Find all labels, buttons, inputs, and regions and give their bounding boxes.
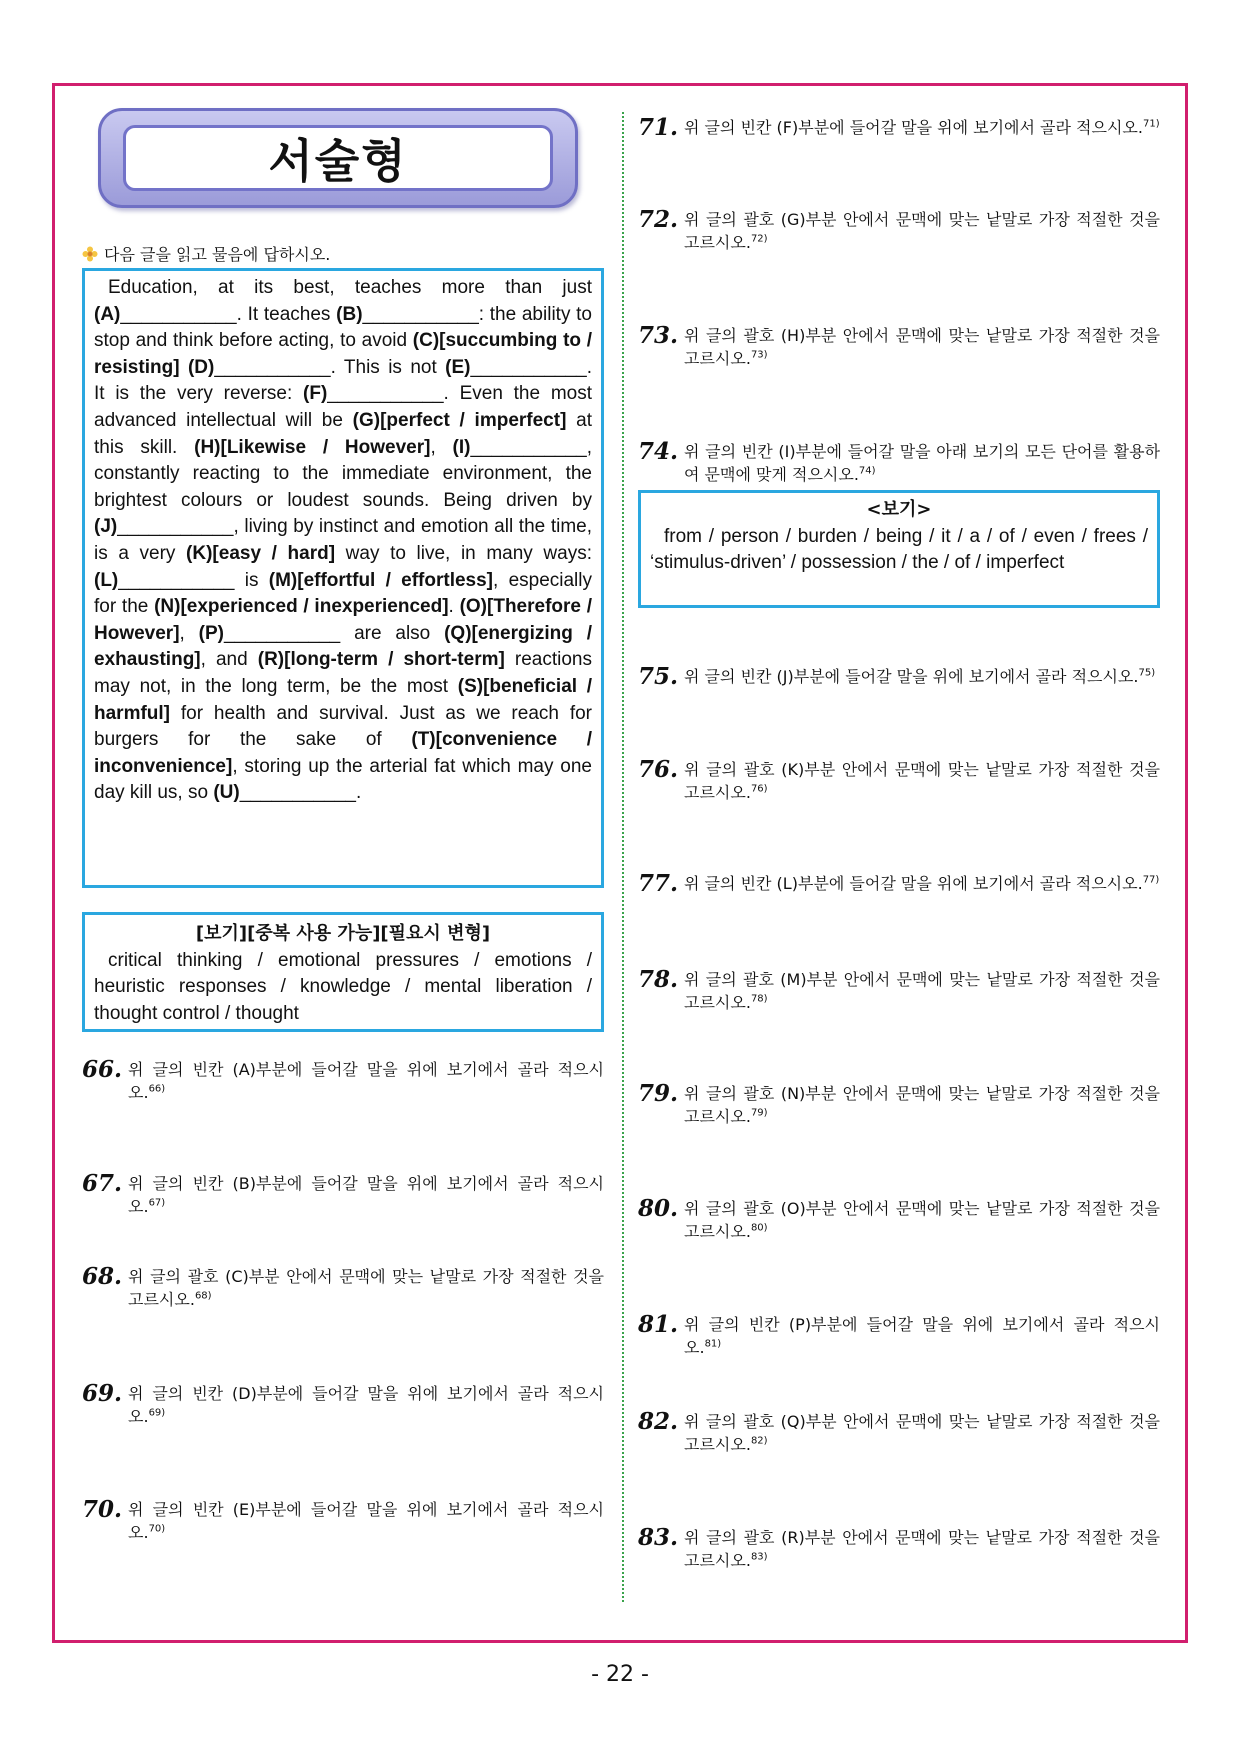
question-prompt: 위 글의 빈칸 (L)부분에 들어갈 말을 위에 보기에서 골라 적으시오. bbox=[684, 874, 1143, 893]
passage-segment: , and bbox=[200, 649, 258, 671]
passage-marker: (R)[long-term / short-term] bbox=[257, 649, 505, 671]
question-prompt: 위 글의 빈칸 (E)부분에 들어갈 말을 위에 보기에서 골라 적으시오. bbox=[128, 1500, 604, 1542]
answer-reference: 77) bbox=[1142, 874, 1160, 886]
question-78 bbox=[638, 968, 1160, 1014]
question-69 bbox=[82, 1382, 604, 1428]
question-82 bbox=[638, 1410, 1160, 1456]
question-text bbox=[684, 440, 1160, 486]
question-prompt: 위 글의 괄호 (H)부분 안에서 문맥에 맞는 낱말로 가장 적절한 것을 고르시오. bbox=[684, 326, 1160, 368]
passage-marker: (J) bbox=[94, 516, 118, 538]
passage-marker: (C)[succumbing to / resisting] bbox=[94, 330, 592, 378]
answer-reference: 74) bbox=[858, 465, 876, 477]
question-text bbox=[128, 1265, 604, 1311]
passage-segment: reactions may not, in the long term, be the most bbox=[94, 649, 592, 697]
passage-segment: , bbox=[179, 622, 199, 644]
question-67 bbox=[82, 1172, 604, 1218]
question-72 bbox=[638, 208, 1160, 254]
question-text bbox=[684, 872, 1160, 895]
question-74 bbox=[638, 440, 1160, 486]
passage-segment: way to live, in many ways: bbox=[335, 542, 592, 564]
answer-reference: 72) bbox=[750, 233, 768, 245]
section-title: 서술형 bbox=[268, 134, 408, 188]
question-prompt: 위 글의 괄호 (M)부분 안에서 문맥에 맞는 낱말로 가장 적절한 것을 고르시오. bbox=[684, 970, 1160, 1012]
question-prompt: 위 글의 빈칸 (F)부분에 들어갈 말을 위에 보기에서 골라 적으시오. bbox=[684, 118, 1143, 137]
passage-marker: (H)[Likewise / However] bbox=[194, 436, 431, 458]
passage-segment: ___________. bbox=[239, 782, 362, 804]
question-prompt: 위 글의 괄호 (C)부분 안에서 문맥에 맞는 낱말로 가장 적절한 것을 고르시오. bbox=[128, 1267, 604, 1309]
question-prompt: 위 글의 빈칸 (B)부분에 들어갈 말을 위에 보기에서 골라 적으시오. bbox=[128, 1174, 604, 1216]
question-text bbox=[684, 1082, 1160, 1128]
question-text bbox=[684, 324, 1160, 370]
question-prompt: 위 글의 빈칸 (A)부분에 들어갈 말을 위에 보기에서 골라 적으시오. bbox=[128, 1060, 604, 1102]
answer-reference: 82) bbox=[750, 1435, 768, 1447]
passage-segment: ___________. It teaches bbox=[120, 303, 337, 325]
question-80 bbox=[638, 1197, 1160, 1243]
question-number: 67. bbox=[82, 1170, 123, 1197]
passage-segment: ___________ is bbox=[118, 569, 269, 591]
question-number: 82. bbox=[638, 1408, 679, 1435]
passage-marker: (A) bbox=[94, 303, 121, 325]
question-prompt: 위 글의 빈칸 (D)부분에 들어갈 말을 위에 보기에서 골라 적으시오. bbox=[128, 1384, 604, 1426]
question-76 bbox=[638, 758, 1160, 804]
question-number: 66. bbox=[82, 1056, 123, 1083]
question-text bbox=[684, 1526, 1160, 1572]
question-prompt: 위 글의 괄호 (N)부분 안에서 문맥에 맞는 낱말로 가장 적절한 것을 고르시오. bbox=[684, 1084, 1160, 1126]
passage-segment: ___________. It is the very reverse: bbox=[94, 356, 592, 405]
question-70 bbox=[82, 1498, 604, 1544]
question-prompt: 위 글의 빈칸 (J)부분에 들어갈 말을 위에 보기에서 골라 적으시오. bbox=[684, 667, 1139, 686]
question-text bbox=[128, 1498, 604, 1544]
passage-marker: (I) bbox=[452, 436, 471, 458]
column-divider bbox=[622, 112, 624, 1602]
question-number: 70. bbox=[82, 1496, 123, 1523]
question-81 bbox=[638, 1313, 1160, 1359]
question-number: 76. bbox=[638, 756, 679, 783]
passage-marker: (L) bbox=[94, 569, 119, 591]
question-number: 83. bbox=[638, 1524, 679, 1551]
passage-segment: ___________, constantly reacting to the immediate environment, the brightest colours or loudest sounds. Being driven by bbox=[94, 436, 592, 511]
passage-marker: (B) bbox=[336, 303, 363, 325]
question-number: 75. bbox=[638, 663, 679, 690]
question-text bbox=[128, 1382, 604, 1428]
question-number: 80. bbox=[638, 1195, 679, 1222]
question-75 bbox=[638, 665, 1160, 688]
passage-segment: ___________, living by instinct and emotion all the time, is a very bbox=[94, 516, 592, 564]
passage-text bbox=[94, 275, 592, 807]
answer-reference: 83) bbox=[750, 1551, 768, 1563]
passage-marker: (K)[easy / hard] bbox=[186, 542, 336, 564]
passage-marker: (M)[effortful / effortless] bbox=[268, 569, 494, 591]
answer-reference: 81) bbox=[704, 1338, 722, 1350]
question-prompt: 위 글의 괄호 (G)부분 안에서 문맥에 맞는 낱말로 가장 적절한 것을 고르시오. bbox=[684, 210, 1160, 252]
passage-marker: (P) bbox=[198, 622, 224, 644]
passage-segment: . bbox=[448, 596, 460, 618]
question-text bbox=[684, 1313, 1160, 1359]
question-71 bbox=[638, 116, 1160, 139]
flower-icon bbox=[82, 246, 98, 262]
section-title-badge bbox=[98, 108, 578, 208]
question-number: 81. bbox=[638, 1311, 679, 1338]
question-number: 68. bbox=[82, 1263, 123, 1290]
question-text bbox=[684, 208, 1160, 254]
page-number: - 22 - bbox=[591, 1662, 649, 1687]
passage-segment: ___________. Even the most advanced intellectual will be bbox=[94, 383, 592, 431]
question-text bbox=[684, 665, 1160, 688]
passage-marker: (S)[beneficial / harmful] bbox=[94, 675, 592, 724]
passage-marker: (N)[experienced / inexperienced] bbox=[154, 596, 449, 618]
passage-segment: for health and survival. Just as we reach for burgers for the sake of bbox=[94, 702, 592, 751]
question-66 bbox=[82, 1058, 604, 1104]
passage-segment: , especially for the bbox=[94, 569, 592, 618]
passage-marker: (F) bbox=[303, 383, 328, 405]
question-prompt: 위 글의 괄호 (K)부분 안에서 문맥에 맞는 낱말로 가장 적절한 것을 고르시오. bbox=[684, 760, 1160, 802]
question-text bbox=[128, 1058, 604, 1104]
question-83 bbox=[638, 1526, 1160, 1572]
answer-reference: 78) bbox=[750, 993, 768, 1005]
question-number: 71. bbox=[638, 114, 679, 141]
question-73 bbox=[638, 324, 1160, 370]
question-79 bbox=[638, 1082, 1160, 1128]
answer-reference: 71) bbox=[1142, 118, 1160, 130]
passage-marker: (E) bbox=[445, 356, 471, 378]
word-box-1-header: [보기][중복 사용 가능][필요시 변형] bbox=[195, 923, 491, 944]
question-77 bbox=[638, 872, 1160, 895]
question-prompt: 위 글의 빈칸 (P)부분에 들어갈 말을 위에 보기에서 골라 적으시오. bbox=[684, 1315, 1160, 1357]
word-box-2-header: <보기> bbox=[866, 499, 932, 520]
word-box-2-body: from / person / burden / being / it / a / of / even / frees / ‘stimulus-driven’ / possession / the / of / imperfect bbox=[650, 525, 1148, 574]
passage-segment bbox=[180, 357, 188, 378]
passage-marker: (D) bbox=[187, 356, 215, 378]
passage-segment: at this skill. bbox=[94, 409, 593, 458]
instruction bbox=[82, 242, 330, 265]
passage-segment: ___________. This is not bbox=[214, 356, 446, 378]
question-number: 73. bbox=[638, 322, 679, 349]
question-68 bbox=[82, 1265, 604, 1311]
passage-segment: , storing up the arterial fat which may one day kill us, so bbox=[94, 755, 592, 804]
passage-marker: (T)[convenience / inconvenience] bbox=[94, 729, 593, 777]
section-title-inner bbox=[123, 125, 553, 191]
question-number: 79. bbox=[638, 1080, 679, 1107]
word-box-1-body: critical thinking / emotional pressures / emotions / heuristic responses / knowledge / mental liberation / thought control / thought bbox=[94, 949, 592, 1024]
passage-marker: (O)[Therefore / However] bbox=[94, 596, 592, 644]
question-number: 77. bbox=[638, 870, 679, 897]
question-prompt: 위 글의 빈칸 (I)부분에 들어갈 말을 아래 보기의 모든 단어를 활용하여 문맥에 맞게 적으시오. bbox=[684, 442, 1160, 484]
answer-reference: 69) bbox=[148, 1407, 166, 1419]
passage-segment: ___________: the ability to stop and think before acting, to avoid bbox=[94, 303, 592, 352]
passage-marker: (G)[perfect / imperfect] bbox=[352, 409, 567, 431]
question-prompt: 위 글의 괄호 (R)부분 안에서 문맥에 맞는 낱말로 가장 적절한 것을 고르시오. bbox=[684, 1528, 1160, 1570]
question-text bbox=[128, 1172, 604, 1218]
word-box-1 bbox=[82, 912, 604, 1032]
question-number: 69. bbox=[82, 1380, 123, 1407]
question-prompt: 위 글의 괄호 (Q)부분 안에서 문맥에 맞는 낱말로 가장 적절한 것을 고르시오. bbox=[684, 1412, 1160, 1454]
question-number: 72. bbox=[638, 206, 679, 233]
question-number: 74. bbox=[638, 438, 679, 465]
answer-reference: 79) bbox=[750, 1107, 768, 1119]
instruction-text: 다음 글을 읽고 물음에 답하시오. bbox=[104, 245, 331, 264]
answer-reference: 67) bbox=[148, 1197, 166, 1209]
question-prompt: 위 글의 괄호 (O)부분 안에서 문맥에 맞는 낱말로 가장 적절한 것을 고르시오. bbox=[684, 1199, 1160, 1241]
question-text bbox=[684, 968, 1160, 1014]
answer-reference: 80) bbox=[750, 1222, 768, 1234]
passage-segment: Education, at its best, teaches more than just bbox=[108, 277, 592, 298]
question-text bbox=[684, 1197, 1160, 1243]
passage-box bbox=[82, 268, 604, 888]
answer-reference: 66) bbox=[148, 1083, 166, 1095]
question-text bbox=[684, 758, 1160, 804]
question-text bbox=[684, 1410, 1160, 1456]
answer-reference: 76) bbox=[750, 783, 768, 795]
word-box-2 bbox=[638, 490, 1160, 608]
answer-reference: 75) bbox=[1138, 667, 1156, 679]
question-number: 78. bbox=[638, 966, 679, 993]
question-text bbox=[684, 116, 1160, 139]
passage-marker: (U) bbox=[213, 782, 240, 804]
passage-marker: (Q)[energizing / exhausting] bbox=[94, 622, 593, 671]
answer-reference: 68) bbox=[194, 1290, 212, 1302]
passage-segment: ___________ are also bbox=[224, 622, 445, 644]
answer-reference: 73) bbox=[750, 349, 768, 361]
answer-reference: 70) bbox=[148, 1523, 166, 1535]
passage-segment: , bbox=[430, 436, 453, 458]
